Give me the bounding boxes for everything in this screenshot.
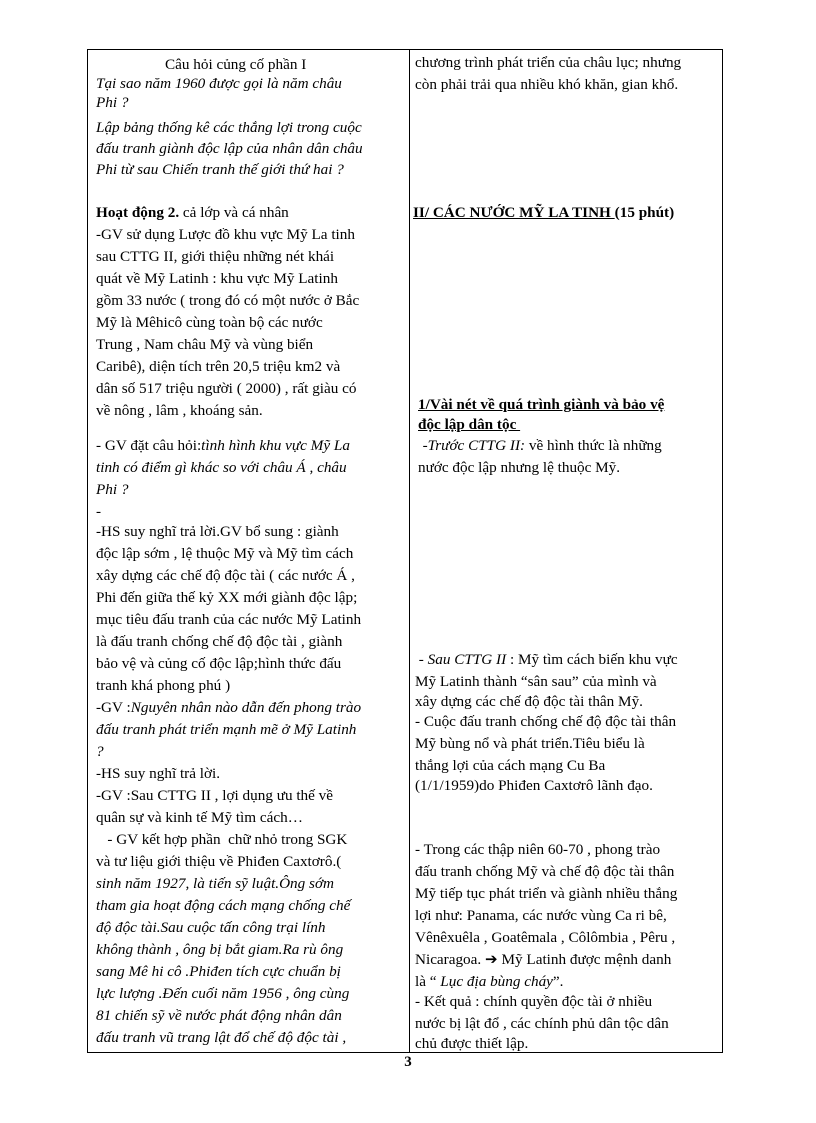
- paragraph-line: - Cuộc đấu tranh chống chế độ độc tài thân: [415, 713, 677, 730]
- question-line: đấu tranh phát triển mạnh mẽ ở Mỹ Latinh: [96, 721, 357, 738]
- paragraph-line: - Trong các thập niên 60-70 , phong trào: [415, 841, 661, 858]
- activity-2-heading: [96, 203, 289, 222]
- paragraph-line: đấu tranh chống Mỹ và chế độ độc tài thân: [415, 863, 675, 880]
- paragraph-line: - GV kết hợp phần chữ nhỏ trong SGK: [96, 831, 348, 848]
- section-2-heading: [413, 203, 674, 222]
- paragraph-line: gồm 33 nước ( trong đó có một nước ở Bắc: [96, 292, 360, 309]
- paragraph-line: -HS suy nghĩ trả lời.GV bổ sung : giành: [96, 523, 339, 540]
- paragraph-line: nước độc lập nhưng lệ thuộc Mỹ.: [418, 459, 621, 476]
- biography-line: độ độc tài.Sau cuộc tấn công trại lính: [96, 919, 326, 936]
- subsection-1-title: 1/Vài nét về quá trình giành và bảo vệ: [418, 396, 665, 413]
- paragraph-line: Phi đến giữa thế kỷ XX mới giành độc lập;: [96, 589, 358, 606]
- column-divider: [409, 50, 410, 1052]
- paragraph-line: - Kết quả : chính quyền độc tài ở nhiều: [415, 993, 653, 1010]
- paragraph-line: bảo vệ và củng cố độc lập;hình thức đấu: [96, 655, 342, 672]
- paragraph-line: (1/1/1959)do Phiđen Caxtơrô lãnh đạo.: [415, 777, 653, 794]
- section-2-title: II/ CÁC NƯỚC MỸ LA TINH: [413, 204, 615, 221]
- subsection-1-title-cont: độc lập dân tộc: [418, 416, 521, 433]
- biography-line: không thành , ông bị bắt giam.Ra rù ông: [96, 941, 344, 958]
- paragraph-line: Mỹ là Mêhicô cùng toàn bộ các nước: [96, 314, 323, 331]
- biography-line: sang Mê hi cô .Phiđen tích cực chuẩn bị: [96, 963, 341, 980]
- question-2-cont: Phi từ sau Chiến tranh thế giới thứ hai ?: [96, 161, 344, 178]
- biography-line: lực lượng .Đến cuối năm 1956 , ông cùng: [96, 985, 350, 1002]
- paragraph-line: và tư liệu giới thiệu về Phiđen Caxtơrô.(: [96, 853, 342, 870]
- biography-line: sinh năm 1927, là tiến sỹ luật.Ông sớm: [96, 875, 335, 892]
- question-1: Tại sao năm 1960 được gọi là năm châu: [96, 75, 342, 92]
- paragraph-line: Mỹ tiếp tục phát triển và giành nhiều thắng: [415, 885, 678, 902]
- page-number: 3: [404, 1054, 412, 1070]
- paragraph-line: [415, 650, 678, 669]
- paragraph-line: Mỹ Latinh thành “sân sau” của mình và: [415, 673, 657, 690]
- paragraph-line: lợi như: Panama, các nước vùng Ca ri bê,: [415, 907, 667, 924]
- section-2-time: (15 phút): [614, 204, 675, 221]
- biography-line: đấu tranh vũ trang lật đổ chế độ độc tài ,: [96, 1029, 347, 1046]
- paragraph-line: Mỹ bùng nổ và phát triển.Tiêu biểu là: [415, 735, 645, 752]
- activity-2-mode: cả lớp và cá nhân: [179, 204, 289, 221]
- paragraph-line: Vênêxuêla , Goatêmala , Côlômbia , Pêru ,: [415, 929, 676, 946]
- paragraph-line: -HS suy nghĩ trả lời.: [96, 765, 221, 782]
- paragraph-line: chủ được thiết lập.: [415, 1035, 529, 1052]
- paragraph-line: mục tiêu đấu tranh của các nước Mỹ Latinh: [96, 611, 362, 628]
- paragraph-line: là đấu tranh chống chế độ độc tài , giành: [96, 633, 343, 650]
- paragraph-line: -GV sử dụng Lược đồ khu vực Mỹ La tinh: [96, 226, 355, 243]
- paragraph-line: chương trình phát triển của châu lục; nhưng: [415, 54, 682, 71]
- paragraph-line: tranh khá phong phú ): [96, 677, 231, 694]
- paragraph-line: dân số 517 triệu người ( 2000) , rất giàu có: [96, 380, 357, 397]
- question-line: tinh có điểm gì khác so với châu Á , châu: [96, 459, 347, 476]
- paragraph-line: -GV :Sau CTTG II , lợi dụng ưu thế về: [96, 787, 334, 804]
- paragraph-text: là “: [415, 973, 437, 990]
- paragraph-line: [415, 950, 671, 969]
- paragraph-line: [415, 436, 662, 455]
- question-line: ?: [96, 743, 104, 760]
- question-line: [96, 698, 361, 717]
- paragraph-text: Mỹ Latinh được mệnh danh: [497, 951, 672, 968]
- period-text: : Mỹ tìm cách biến khu vực: [506, 651, 678, 668]
- paragraph-line: về nông , lâm , khoáng sản.: [96, 402, 263, 419]
- question-2-cont: đấu tranh giành độc lập của nhân dân châu: [96, 140, 363, 157]
- question-prefix: -GV :: [96, 699, 131, 716]
- question-line: [96, 436, 350, 455]
- paragraph-line: quân sự và kinh tế Mỹ tìm cách…: [96, 809, 303, 826]
- nickname-text: Lục địa bùng cháy: [436, 973, 553, 990]
- paragraph-line: [415, 972, 563, 991]
- question-line: Phi ?: [96, 481, 129, 498]
- question-2: Lập bảng thống kê các thắng lợi trong cuộc: [96, 119, 362, 136]
- period-text: về hình thức là những: [525, 437, 662, 454]
- paragraph-line: thắng lợi của cách mạng Cu Ba: [415, 757, 606, 774]
- paragraph-line: xây dựng các chế độ độc tài ( các nước Á ,: [96, 567, 355, 584]
- paragraph-line: Caribê), diện tích trên 20,5 triệu km2 và: [96, 358, 341, 375]
- paragraph-line: sau CTTG II, giới thiệu những nét khái: [96, 248, 335, 265]
- arrow-icon: ➔: [485, 951, 498, 968]
- stray-dash: -: [96, 503, 102, 520]
- paragraph-line: nước bị lật đổ , các chính phủ dân tộc dân: [415, 1015, 669, 1032]
- period-label: -Trước CTTG II:: [415, 437, 526, 454]
- country-text: Nicaragoa.: [415, 951, 485, 968]
- paragraph-text: ”.: [552, 973, 564, 990]
- biography-line: 81 chiến sỹ về nước phát động nhân dân: [96, 1007, 342, 1024]
- biography-line: tham gia hoạt động cách mạng chống chế: [96, 897, 351, 914]
- paragraph-line: quát về Mỹ Latinh : khu vực Mỹ Latinh: [96, 270, 338, 287]
- review-title: Câu hỏi củng cố phần I: [165, 56, 307, 73]
- activity-2-label: Hoạt động 2.: [96, 204, 180, 221]
- question-text: Nguyên nhân nào dẫn đến phong trào: [130, 699, 362, 716]
- paragraph-line: còn phải trải qua nhiều khó khăn, gian khổ.: [415, 76, 679, 93]
- period-label: - Sau CTTG II: [415, 651, 507, 668]
- question-prefix: - GV đặt câu hỏi:: [96, 437, 202, 454]
- question-text: tình hình khu vực Mỹ La: [201, 437, 350, 454]
- question-1-cont: Phi ?: [96, 94, 129, 111]
- paragraph-line: Trung , Nam châu Mỹ và vùng biển: [96, 336, 314, 353]
- paragraph-line: xây dựng các chế độ độc tài thân Mỹ.: [415, 693, 643, 710]
- paragraph-line: độc lập sớm , lệ thuộc Mỹ và Mỹ tìm cách: [96, 545, 354, 562]
